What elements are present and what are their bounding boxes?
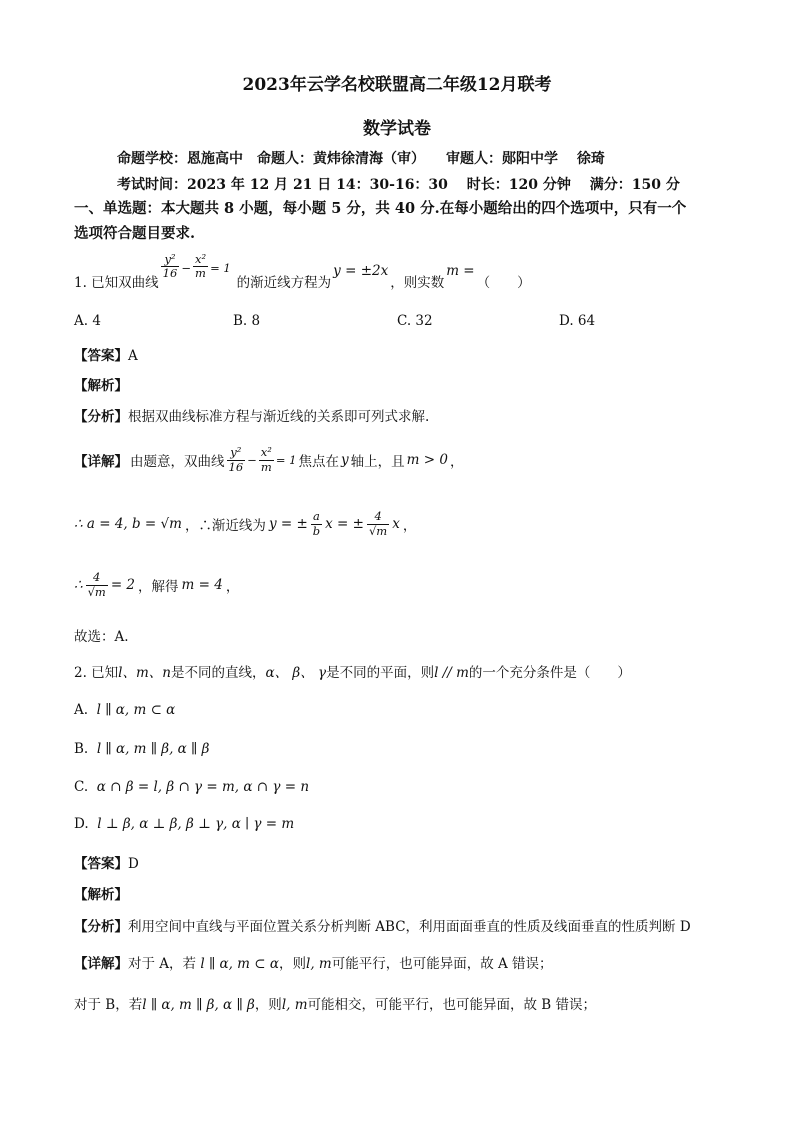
q1-frac-4-sqrtm: $\frac{4}{√m}$ (368, 509, 388, 538)
q2-option-b: B. l ∥ α, m ∥ β, α ∥ β (74, 741, 210, 757)
exam-time-info: 考试时间：2023 年 12 月 21 日 14：30-16：30 时长：120 分钟 满分：150 分 (117, 177, 680, 193)
exam-subtitle: 数学试卷 (363, 119, 431, 139)
q1-detail-frac-y: $\frac{\text{y²}}{16}$ (228, 445, 244, 474)
q1-option-a: A. 4 (74, 313, 101, 329)
q1-frac-y: $\frac{\text{y²}}{16}$ (162, 252, 178, 281)
q1-frac-ab: $\frac{a}{b}$ (312, 509, 321, 538)
q1-fenxi: 【分析】根据双曲线标准方程与渐近线的关系即可列式求解. (74, 409, 430, 425)
q2-detail-b: 对于 B，若l ∥ α, m ∥ β, α ∥ β，则l, m可能相交，可能平行，也可能异面，故 B 错误； (74, 997, 597, 1013)
exam-title: 2023年云学名校联盟高二年级12月联考 (242, 75, 552, 95)
q2-analysis-label: 【解析】 (74, 887, 128, 903)
q1-detail-line1: 【详解】 由题意，双曲线 $\frac{\text{y²}}{16}$ − $\frac{\text{x²}}{m}$ = 1 焦点在 y 轴上，且 m > 0 ， (74, 445, 464, 474)
q1-analysis-label: 【解析】 (74, 378, 128, 394)
question-2-stem: 2. 已知l、m、n是不同的直线，α、 β、 γ是不同的平面，则l // m的一个充分条件是（ ） (74, 665, 631, 681)
q2-answer: 【答案】D (74, 856, 139, 872)
q1-detail-frac-x: $\frac{\text{x²}}{m}$ (260, 445, 272, 474)
q2-option-a: A. l ∥ α, m ⊂ α (74, 702, 176, 718)
q1-detail-line3: ∴ $\frac{4}{√m}$ = 2 ，解得 m = 4 ， (74, 570, 240, 599)
q1-conclusion: 故选：A. (74, 629, 129, 645)
q2-option-d: D. l ⊥ β, α ⊥ β, β ⊥ γ, α ∣ γ = m (74, 816, 295, 832)
section-heading: 一、单选题：本大题共 8 小题，每小题 5 分，共 40 分.在每小题给出的四个选项中，只有一个 (74, 200, 687, 217)
q2-fenxi: 【分析】利用空间中直线与平面位置关系分析判断 ABC，利用面面垂直的性质及线面垂直的性质判断 D (74, 919, 691, 935)
q1-prefix: 1. 已知双曲线 (74, 275, 159, 291)
section-heading-cont: 选项符合题目要求. (74, 225, 196, 242)
q2-option-c: C. α ∩ β = l, β ∩ γ = m, α ∩ γ = n (74, 779, 310, 795)
q1-asymptote: y = ±2x (333, 263, 389, 279)
question-1-stem: 1. 已知双曲线 $\frac{\text{y²}}{16}$ − $\frac{\text{x²}}{m}$ = 1 的渐近线方程为 y = ±2x ，则实数 m = （ ） (74, 252, 531, 291)
q1-option-c: C. 32 (397, 313, 433, 329)
q2-detail-a: 【详解】对于 A，若 l ∥ α, m ⊂ α，则l, m可能平行，也可能异面，故 A 错误； (74, 956, 553, 972)
q1-detail-line2: ∴ a = 4, b = √m ，∴渐近线为 y = ± $\frac{a}{b}$ x = ± $\frac{4}{√m}$ x ， (74, 509, 417, 538)
q1-frac-result: $\frac{4}{√m}$ (87, 570, 106, 599)
exam-authors: 命题学校：恩施高中 命题人：黄炜徐清海（审） 审题人：郧阳中学 徐琦 (117, 151, 605, 167)
q1-option-b: B. 8 (233, 313, 261, 329)
q1-answer: 【答案】A (74, 348, 138, 364)
q1-frac-x: $\frac{\text{x²}}{m}$ (194, 252, 207, 281)
q1-option-d: D. 64 (559, 313, 596, 329)
